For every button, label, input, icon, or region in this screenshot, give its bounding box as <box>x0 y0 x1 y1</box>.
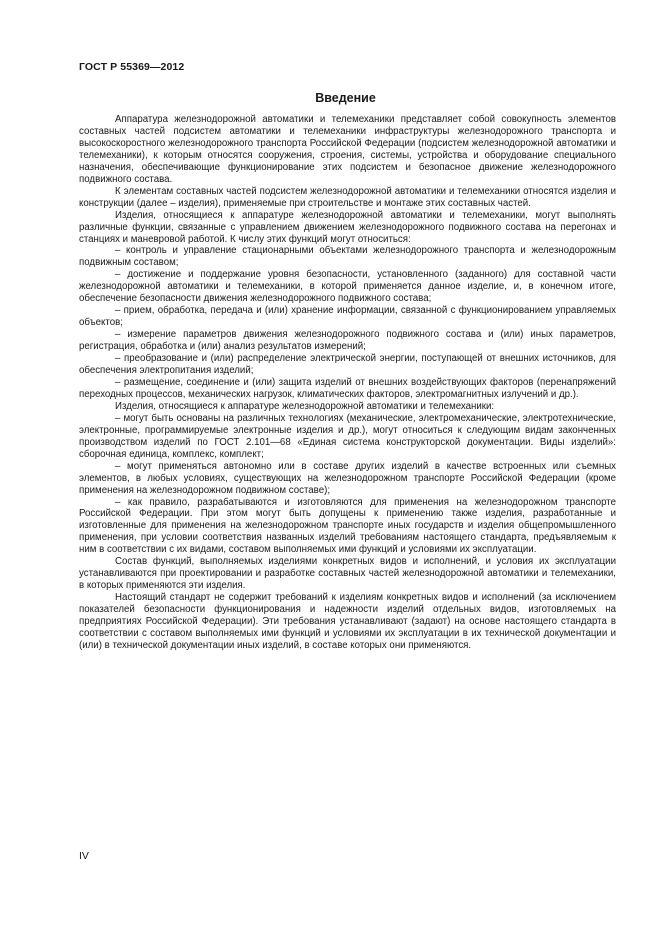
list-item: – прием, обработка, передача и (или) хранение информации, связанной с функционированием управляемых объектов; <box>79 305 616 329</box>
list-item: – могут быть основаны на различных технологиях (механические, электромеханические, электротехнические, электронные, программируемые электронные изделия и др.), могут относиться к следующим видам законченных производством изделий по ГОСТ 2.101—68 «Единая система конструкторской документации. Виды изделий»: сборочная единица, комплекс, комплект; <box>79 412 616 460</box>
paragraph: Изделия, относящиеся к аппаратуре железнодорожной автоматики и телемеханики, могут выполнять различные функции, связанные с управлением движением железнодорожного подвижного состава на перегонах и станциях и маневровой работой. К числу этих функций могут относиться: <box>79 209 616 245</box>
list-item: – преобразование и (или) распределение электрической энергии, поступающей от внешних источников, для обеспечения электропитания изделий; <box>79 353 616 377</box>
paragraph: Настоящий стандарт не содержит требований к изделиям конкретных видов и исполнений (за исключением показателей безопасности функционирования и надежности изделий отдельных видов, изготовляемых на предприятиях Российской Федерации). Эти требования устанавливают (задают) на основе настоящего стандарта в соответствии с составом выполняемых ими функций и условиями их эксплуатации в их технической документации и (или) в технической документации иных изделий, в составе которых они применяются. <box>79 592 616 651</box>
paragraph: К элементам составных частей подсистем железнодорожной автоматики и телемеханики относятся изделия и конструкции (далее – изделия), применяемые при строительстве и монтаже этих составных частей. <box>79 185 616 209</box>
paragraph: Состав функций, выполняемых изделиями конкретных видов и исполнений, и условия их эксплуатации устанавливаются при проектировании и разработке составных частей железнодорожной автоматики и телемеханики, в которых применяются эти изделия. <box>79 556 616 592</box>
list-item: – могут применяться автономно или в составе других изделий в качестве встроенных или съемных элементов, в любых условиях, существующих на железнодорожном транспорте Российской Федерации (кроме применения на железнодорожном подвижном составе); <box>79 460 616 496</box>
list-item: – как правило, разрабатываются и изготовляются для применения на железнодорожном транспорте Российской Федерации. При этом могут быть допущены к применению также изделия, разработанные и изготовленные для применения на железнодорожном транспорте иных государств и изделия общепромышленного применения, при условии соответствия названных изделий требованиям настоящего стандарта, предъявляемым к ним в соответствии с их видами, составом выполняемых ими функций и условиями их эксплуатации. <box>79 496 616 556</box>
paragraph: Изделия, относящиеся к аппаратуре железнодорожной автоматики и телемеханики: <box>115 400 495 412</box>
section-title: Введение <box>315 91 376 105</box>
list-item: – контроль и управление стационарными объектами железнодорожного транспорта и железнодорожным подвижным составом; <box>79 245 616 269</box>
list-item: – достижение и поддержание уровня безопасности, установленного (заданного) для составной части железнодорожной автоматики и телемеханики, в которой применяется данное изделие, и, в конечном итоге, обеспечение безопасности движения железнодорожного подвижного состава; <box>79 269 616 305</box>
body-text <box>79 114 616 652</box>
document-header: ГОСТ Р 55369—2012 <box>79 61 185 73</box>
list-item: – размещение, соединение и (или) защита изделий от внешних воздействующих факторов (перенапряжений переходных процессов, механических нагрузок, климатических факторов, электромагнитных излучений и др.). <box>79 376 616 400</box>
list-item: – измерение параметров движения железнодорожного подвижного состава и (или) иных параметров, регистрация, обработка и (или) анализ результатов измерений; <box>79 329 616 353</box>
page-number: IV <box>79 850 89 862</box>
paragraph: Аппаратура железнодорожной автоматики и телемеханики представляет собой совокупность элементов составных частей подсистем автоматики и телемеханики инфраструктуры железнодорожного транспорта и высокоскоростного железнодорожного транспорта Российской Федерации (подсистем железнодорожной автоматики и телемеханики), к которым относятся сооружения, строения, системы, устройства и оборудование специального назначения, обеспечивающие функционирование этих подсистем и безопасное движение железнодорожного подвижного состава. <box>79 114 616 185</box>
